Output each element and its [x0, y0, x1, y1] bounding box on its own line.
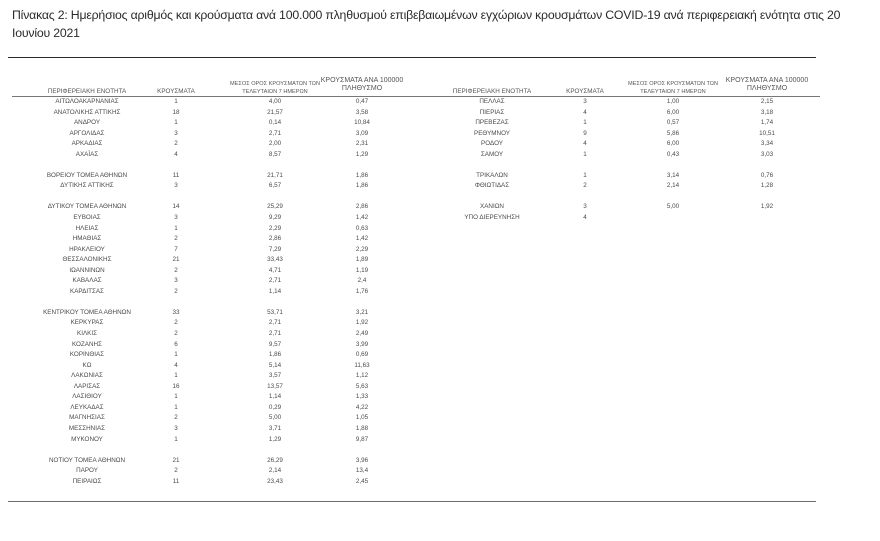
table-row — [12, 234, 422, 245]
header-region: ΠΕΡΙΦΕΡΕΙΑΚΗ ΕΝΟΤΗΤΑ — [452, 88, 532, 95]
cell-region: ΠΕΛΛΑΣ — [479, 98, 505, 105]
table-row — [422, 97, 832, 108]
cell-per100k: 2,45 — [355, 477, 369, 485]
table-row — [12, 108, 422, 119]
cell-region: ΑΝΔΡΟΥ — [73, 119, 101, 127]
cell-per100k: 1,92 — [760, 203, 774, 211]
cell-region: ΚΟΡΙΝΘΙΑΣ — [69, 351, 105, 359]
table-row — [422, 118, 832, 129]
cell-per100k: 1,42 — [355, 235, 369, 243]
cell-region: ΔΥΤΙΚΟΥ ΤΟΜΕΑ ΑΘΗΝΩΝ — [47, 203, 127, 211]
cell-avg7: 0,14 — [268, 119, 282, 127]
group-spacer — [12, 297, 422, 308]
cell-avg7: 2,14 — [666, 182, 680, 190]
cell-region: ΛΕΥΚΑΔΑΣ — [70, 403, 104, 411]
cell-region: ΠΕΙΡΑΙΩΣ — [72, 477, 102, 485]
cell-cases: 4 — [174, 150, 178, 158]
table-row — [12, 382, 422, 393]
cell-per100k: 2,29 — [355, 245, 369, 253]
cell-cases: 3 — [174, 424, 178, 432]
cell-per100k: 1,29 — [355, 150, 369, 158]
cell-region: ΚΑΒΑΛΑΣ — [72, 277, 102, 285]
table-row — [12, 371, 422, 382]
cell-cases: 1 — [583, 119, 587, 127]
cell-avg7: 9,29 — [268, 214, 282, 222]
cell-region: ΦΘΙΩΤΙΔΑΣ — [474, 182, 510, 190]
cell-cases: 1 — [174, 224, 178, 232]
cell-region: ΤΡΙΚΑΛΩΝ — [476, 171, 508, 179]
table-row — [12, 224, 422, 235]
left-table — [12, 77, 422, 487]
cell-cases: 11 — [172, 477, 180, 485]
cell-avg7: 13,57 — [267, 382, 283, 390]
cell-per100k: 2,31 — [355, 140, 369, 148]
table-row — [12, 213, 422, 224]
cell-per100k: 1,05 — [355, 414, 369, 422]
cell-per100k: 1,12 — [355, 372, 369, 380]
cell-per100k: 2,86 — [355, 203, 369, 211]
cell-per100k: 0,47 — [355, 98, 369, 105]
cell-avg7: 3,71 — [268, 424, 282, 432]
cell-cases: 21 — [172, 256, 180, 264]
cell-region: ΑΧΑΪΑΣ — [75, 150, 99, 158]
table-row — [12, 413, 422, 424]
cell-cases: 1 — [174, 403, 178, 411]
bottom-divider — [8, 501, 816, 502]
cell-avg7: 9,57 — [268, 340, 282, 348]
cell-per100k: 1,86 — [355, 182, 369, 190]
cell-avg7: 25,29 — [267, 203, 283, 211]
cell-per100k: 1,92 — [355, 319, 369, 327]
group-spacer — [422, 160, 832, 171]
cell-per100k: 1,89 — [355, 256, 369, 264]
cell-avg7: 3,14 — [666, 171, 680, 179]
cell-region: ΠΙΕΡΙΑΣ — [479, 108, 505, 116]
cell-region: ΛΑΡΙΣΑΣ — [73, 382, 101, 390]
table-row — [12, 171, 422, 182]
table-row — [12, 340, 422, 351]
cell-avg7: 4,00 — [268, 98, 282, 105]
table-row — [422, 129, 832, 140]
table-row — [12, 350, 422, 361]
cell-avg7: 5,14 — [268, 361, 282, 369]
header-cases: ΚΡΟΥΣΜΑΤΑ — [157, 88, 195, 95]
cell-avg7: 1,29 — [268, 435, 282, 443]
cell-region: ΑΡΚΑΔΙΑΣ — [71, 140, 103, 148]
right-table — [422, 77, 832, 224]
cell-cases: 4 — [174, 361, 178, 369]
table-row — [12, 181, 422, 192]
cell-region: ΚΟΖΑΝΗΣ — [72, 340, 102, 348]
cell-cases: 1 — [174, 351, 178, 359]
table-row — [422, 108, 832, 119]
cell-avg7: 0,57 — [666, 119, 680, 127]
cell-per100k: 11,63 — [354, 361, 370, 369]
cell-avg7: 26,29 — [267, 456, 283, 464]
cell-cases: 1 — [174, 435, 178, 443]
table-row — [12, 329, 422, 340]
cell-avg7: 53,71 — [267, 308, 283, 316]
table-row — [422, 171, 832, 182]
cell-avg7: 6,57 — [268, 182, 282, 190]
cell-avg7: 2,00 — [268, 140, 282, 148]
cell-region: ΑΝΑΤΟΛΙΚΗΣ ΑΤΤΙΚΗΣ — [53, 108, 121, 116]
table-row — [422, 139, 832, 150]
table-row — [12, 139, 422, 150]
cell-per100k: 4,22 — [355, 403, 369, 411]
cell-cases: 4 — [583, 214, 587, 222]
group-spacer — [422, 192, 832, 203]
table-row — [12, 308, 422, 319]
cell-cases: 3 — [583, 203, 587, 211]
cell-avg7: 7,29 — [268, 245, 282, 253]
cell-per100k: 1,86 — [355, 171, 369, 179]
cell-avg7: 5,86 — [666, 129, 680, 137]
cell-cases: 1 — [174, 393, 178, 401]
cell-per100k: 3,58 — [355, 108, 369, 116]
cell-avg7: 5,00 — [268, 414, 282, 422]
cell-per100k: 1,76 — [355, 287, 369, 295]
cell-region: ΡΟΔΟΥ — [481, 140, 503, 148]
table-row — [12, 435, 422, 446]
cell-per100k: 1,28 — [760, 182, 774, 190]
cell-region: ΗΡΑΚΛΕΙΟΥ — [69, 245, 105, 253]
cell-region: ΑΡΓΟΛΙΔΑΣ — [69, 129, 105, 137]
cell-region: ΗΛΕΙΑΣ — [75, 224, 99, 232]
cell-per100k: 2,15 — [760, 98, 774, 105]
cell-per100k: 3,96 — [355, 456, 369, 464]
cell-region: ΡΕΘΥΜΝΟΥ — [474, 129, 510, 137]
cell-cases: 2 — [174, 414, 178, 422]
cell-per100k: 3,18 — [760, 108, 774, 116]
cell-cases: 3 — [174, 182, 178, 190]
cell-avg7: 6,00 — [666, 108, 680, 116]
table-row — [12, 245, 422, 256]
cell-avg7: 2,71 — [268, 277, 282, 285]
cell-avg7: 2,71 — [268, 129, 282, 137]
cell-cases: 2 — [174, 140, 178, 148]
table-row — [422, 213, 832, 224]
cell-per100k: 1,33 — [355, 393, 369, 401]
cell-per100k: 0,63 — [355, 224, 369, 232]
cell-cases: 2 — [174, 266, 178, 274]
cell-region: ΘΕΣΣΑΛΟΝΙΚΗΣ — [62, 256, 112, 264]
cell-region: ΚΙΛΚΙΣ — [77, 330, 97, 338]
cell-region: ΔΥΤΙΚΗΣ ΑΤΤΙΚΗΣ — [60, 182, 114, 190]
cell-per100k: 10,51 — [759, 129, 775, 137]
cell-avg7: 33,43 — [267, 256, 283, 264]
cell-cases: 2 — [174, 319, 178, 327]
top-divider — [8, 57, 816, 58]
table-row — [12, 97, 422, 108]
table-row — [12, 361, 422, 372]
table-header — [422, 77, 832, 96]
table-row — [422, 181, 832, 192]
cell-cases: 1 — [174, 98, 178, 105]
cell-avg7: 21,57 — [267, 108, 283, 116]
cell-region: ΥΠΟ ΔΙΕΡΕΥΝΗΣΗ — [464, 214, 520, 222]
cell-cases: 4 — [583, 108, 587, 116]
cell-avg7: 2,71 — [268, 330, 282, 338]
cell-cases: 1 — [174, 119, 178, 127]
header-avg7: ΜΕΣΟΣ ΟΡΟΣ ΚΡΟΥΣΜΑΤΩΝ ΤΩΝ ΤΕΛΕΥΤΑΙΩΝ 7 ΗΜΕΡΩΝ — [230, 81, 320, 95]
table-row — [12, 318, 422, 329]
table-row — [12, 466, 422, 477]
cell-cases: 2 — [174, 467, 178, 475]
cell-avg7: 21,71 — [267, 171, 283, 179]
cell-per100k: 1,19 — [355, 266, 369, 274]
table-body — [12, 97, 422, 487]
cell-cases: 2 — [174, 330, 178, 338]
cell-per100k: 9,87 — [355, 435, 369, 443]
table-row — [12, 202, 422, 213]
cell-region: ΑΙΤΩΛΟΑΚΑΡΝΑΝΙΑΣ — [55, 98, 119, 105]
cell-cases: 3 — [174, 277, 178, 285]
cell-region: ΛΑΚΩΝΙΑΣ — [71, 372, 103, 380]
cell-per100k: 2,4 — [357, 277, 367, 285]
cell-avg7: 4,71 — [268, 266, 282, 274]
document-title: Πίνακας 2: Ημερήσιος αριθμός και κρούσματα ανά 100.000 πληθυσμού επιβεβαιωμένων εγχώριων κρουσμάτων COVID-19 ανά περιφερειακή ενότητα στις 20 Ιουνίου 2021 — [12, 8, 841, 40]
cell-cases: 3 — [583, 98, 587, 105]
cell-cases: 1 — [583, 171, 587, 179]
table-header — [12, 77, 422, 96]
cell-per100k: 3,34 — [760, 140, 774, 148]
table-row — [12, 129, 422, 140]
cell-region: ΝΟΤΙΟΥ ΤΟΜΕΑ ΑΘΗΝΩΝ — [48, 456, 126, 464]
cell-region: ΠΡΕΒΕΖΑΣ — [475, 119, 509, 127]
table-row — [12, 392, 422, 403]
header-per100k: ΚΡΟΥΣΜΑΤΑ ΑΝΑ 100000 ΠΛΗΘΥΣΜΟ — [320, 77, 404, 92]
cell-avg7: 1,14 — [268, 287, 282, 295]
cell-cases: 16 — [172, 382, 180, 390]
cell-cases: 33 — [172, 308, 180, 316]
table-body — [422, 97, 832, 224]
cell-avg7: 1,86 — [268, 351, 282, 359]
cell-cases: 6 — [174, 340, 178, 348]
cell-cases: 11 — [172, 171, 180, 179]
table-row — [12, 456, 422, 467]
cell-avg7: 2,71 — [268, 319, 282, 327]
cell-cases: 7 — [174, 245, 178, 253]
cell-region: ΛΑΣΙΘΙΟΥ — [72, 393, 102, 401]
cell-region: ΙΩΑΝΝΙΝΩΝ — [69, 266, 105, 274]
cell-region: ΕΥΒΟΙΑΣ — [73, 214, 101, 222]
cell-region: ΜΕΣΣΗΝΙΑΣ — [68, 424, 106, 432]
cell-per100k: 1,88 — [355, 424, 369, 432]
table-row — [422, 202, 832, 213]
cell-cases: 3 — [174, 214, 178, 222]
cell-cases: 9 — [583, 129, 587, 137]
table-row — [12, 403, 422, 414]
cell-per100k: 5,63 — [355, 382, 369, 390]
header-per100k: ΚΡΟΥΣΜΑΤΑ ΑΝΑ 100000 ΠΛΗΘΥΣΜΟ — [725, 77, 809, 92]
table-row — [12, 424, 422, 435]
cell-per100k: 2,49 — [355, 330, 369, 338]
cell-cases: 2 — [174, 287, 178, 295]
header-region: ΠΕΡΙΦΕΡΕΙΑΚΗ ΕΝΟΤΗΤΑ — [47, 88, 127, 95]
table-row — [12, 266, 422, 277]
cell-cases: 4 — [583, 140, 587, 148]
cell-per100k: 1,74 — [760, 119, 774, 127]
cell-avg7: 2,14 — [268, 467, 282, 475]
table-row — [12, 118, 422, 129]
cell-region: ΜΑΓΝΗΣΙΑΣ — [69, 414, 105, 422]
cell-avg7: 8,57 — [268, 150, 282, 158]
table-row — [12, 287, 422, 298]
cell-avg7: 5,00 — [666, 203, 680, 211]
cell-avg7: 3,57 — [268, 372, 282, 380]
cell-cases: 18 — [172, 108, 180, 116]
cell-avg7: 1,14 — [268, 393, 282, 401]
cell-region: ΣΑΜΟΥ — [480, 150, 504, 158]
group-spacer — [12, 192, 422, 203]
cell-cases: 21 — [172, 456, 180, 464]
cell-region: ΧΑΝΙΩΝ — [480, 203, 504, 211]
cell-per100k: 0,76 — [760, 171, 774, 179]
cell-cases: 1 — [583, 150, 587, 158]
cell-per100k: 3,09 — [355, 129, 369, 137]
cell-region: ΚΑΡΔΙΤΣΑΣ — [70, 287, 104, 295]
cell-per100k: 10,84 — [354, 119, 370, 127]
cell-region: ΚΕΡΚΥΡΑΣ — [70, 319, 104, 327]
cell-per100k: 3,21 — [355, 308, 369, 316]
cell-per100k: 13,4 — [355, 467, 369, 475]
cell-avg7: 0,43 — [666, 150, 680, 158]
cell-cases: 14 — [172, 203, 180, 211]
header-avg7: ΜΕΣΟΣ ΟΡΟΣ ΚΡΟΥΣΜΑΤΩΝ ΤΩΝ ΤΕΛΕΥΤΑΙΩΝ 7 ΗΜΕΡΩΝ — [628, 81, 718, 95]
cell-per100k: 3,03 — [760, 150, 774, 158]
cell-per100k: 0,69 — [355, 351, 369, 359]
cell-region: ΗΜΑΘΙΑΣ — [72, 235, 102, 243]
cell-cases: 1 — [174, 372, 178, 380]
cell-per100k: 1,42 — [355, 214, 369, 222]
cell-cases: 2 — [583, 182, 587, 190]
table-row — [12, 255, 422, 266]
group-spacer — [12, 445, 422, 456]
table-row — [12, 150, 422, 161]
cell-per100k: 3,99 — [355, 340, 369, 348]
cell-avg7: 2,86 — [268, 235, 282, 243]
cell-region: ΜΥΚΟΝΟΥ — [71, 435, 103, 443]
cell-avg7: 6,00 — [666, 140, 680, 148]
cell-region: ΚΕΝΤΡΙΚΟΥ ΤΟΜΕΑ ΑΘΗΝΩΝ — [43, 308, 131, 316]
cell-region: ΒΟΡΕΙΟΥ ΤΟΜΕΑ ΑΘΗΝΩΝ — [46, 171, 128, 179]
group-spacer — [12, 160, 422, 171]
cell-region: ΚΩ — [82, 361, 92, 369]
table-row — [12, 276, 422, 287]
cell-cases: 3 — [174, 129, 178, 137]
header-cases: ΚΡΟΥΣΜΑΤΑ — [566, 88, 604, 95]
cell-avg7: 2,29 — [268, 224, 282, 232]
cell-avg7: 23,43 — [267, 477, 283, 485]
cell-cases: 2 — [174, 235, 178, 243]
table-row — [12, 477, 422, 488]
cell-region: ΠΑΡΟΥ — [76, 467, 98, 475]
cell-avg7: 1,00 — [666, 98, 680, 105]
cell-avg7: 0,29 — [268, 403, 282, 411]
table-row — [422, 150, 832, 161]
